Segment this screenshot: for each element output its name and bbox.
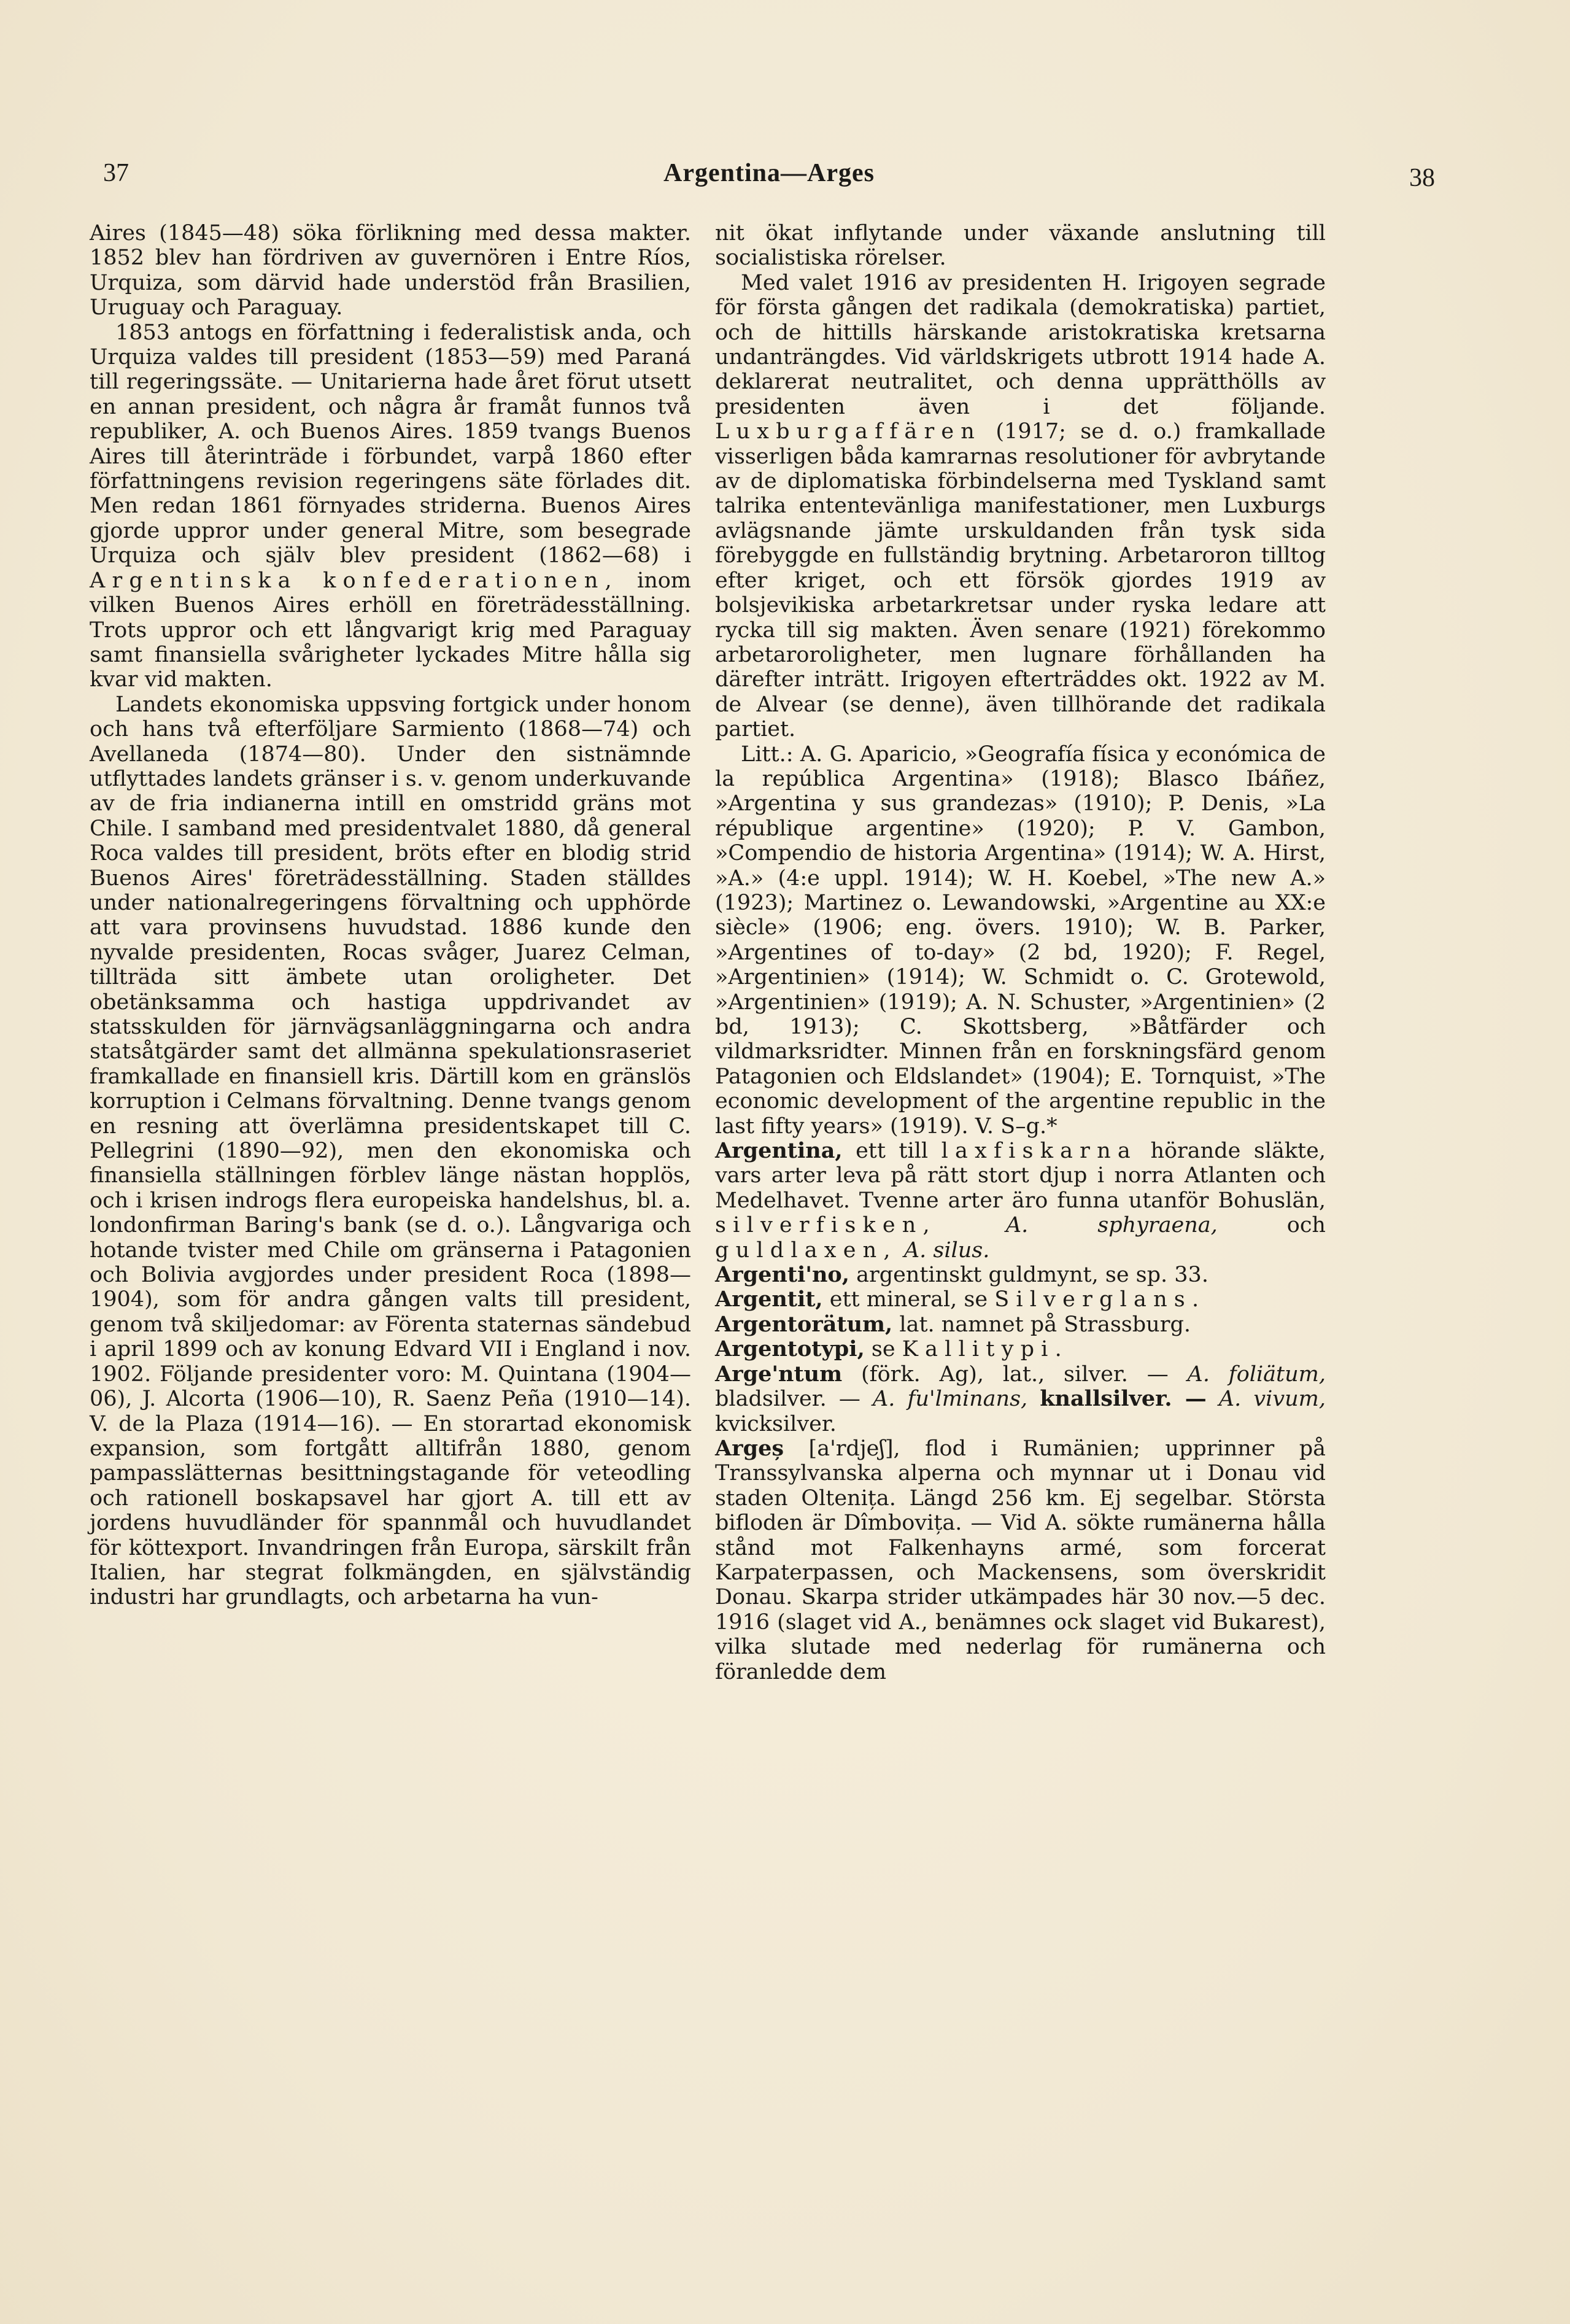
paragraph: Aires (1845—48) söka förlikning med dessa makter. 1852 blev han fördriven av guvernören i Entre Ríos, Urquiza, som därvid hade understöd från Brasilien, Uruguay och Paraguay. bbox=[90, 221, 691, 320]
paragraph-text: inom vilken Buenos Aires erhöll en företrädesställning. Trots uppror och ett långvarigt krig med Paraguay samt finansiella svårigheter lyckades Mitre hålla sig kvar vid makten. bbox=[90, 568, 691, 692]
entry-text: och bbox=[1286, 1213, 1326, 1238]
right-column bbox=[715, 221, 1326, 1684]
dictionary-entry bbox=[715, 1337, 1326, 1361]
page-header bbox=[103, 158, 1435, 195]
italic-term: A. silus. bbox=[903, 1238, 990, 1263]
spaced-term: Argentinska konfederationen, bbox=[90, 568, 619, 593]
italic-term: A. fu'lminans, bbox=[872, 1387, 1028, 1412]
spaced-term: Silverglans. bbox=[994, 1287, 1206, 1312]
paragraph-text: Med valet 1916 av presidenten H. Irigoyen segrade för första gången det radikala (demokratiska) partiet, och de hittills härskande aristokratiska kretsarna undanträngdes. Vid världskrigets utbrott 1914 hade A. deklarerat neutralitet, och denna upprätthölls av presidenten även i det följande. bbox=[715, 270, 1326, 419]
spaced-term: guldlaxen, bbox=[715, 1238, 897, 1263]
entry-headword: Argeș bbox=[715, 1435, 784, 1461]
entry-text: bladsilver. — bbox=[715, 1387, 860, 1412]
entry-text: knallsilver. — bbox=[1040, 1386, 1207, 1412]
entry-text: ett mineral, se bbox=[829, 1287, 988, 1312]
spaced-term: Kallitypi. bbox=[902, 1337, 1069, 1362]
dictionary-entry bbox=[715, 1139, 1326, 1263]
italic-term: A. foliätum, bbox=[1187, 1361, 1326, 1387]
paragraph bbox=[715, 271, 1326, 742]
dictionary-entry bbox=[715, 1362, 1326, 1436]
dictionary-entry bbox=[715, 1312, 1326, 1337]
dictionary-entry bbox=[715, 1263, 1326, 1287]
entry-headword: Argentorätum, bbox=[715, 1311, 893, 1337]
spaced-term: silverfisken, bbox=[715, 1213, 937, 1238]
entry-text: [a'rdjeʃ], flod i Rumänien; upprinner på Transsylvanska alperna och mynnar ut i Donau vid staden Oltenița. Längd 256 km. Ej segelbar. Största bifloden är Dîmbovița. — Vid A. sökte rumänerna hålla stånd mot Falkenhayns armé, som forcerat Karpaterpassen, och Mackensens, som överskridit Donau. Skarpa strider utkämpades här 30 nov.—5 dec. 1916 (slaget vid A., benämnes ock slaget vid Bukarest), vilka slutade med nederlag för rumänerna och föranledde dem bbox=[715, 1436, 1326, 1684]
entry-text: kvicksilver. bbox=[715, 1411, 837, 1436]
dictionary-entry bbox=[715, 1436, 1326, 1684]
entry-headword: Argentotypi, bbox=[715, 1336, 865, 1362]
entry-headword: Argenti'no, bbox=[715, 1262, 849, 1288]
paragraph-text: 1853 antogs en författning i federalistisk anda, och Urquiza valdes till president (1853—59) med Paraná till regeringssäte. — Unitarierna hade året förut utsett en annan president, och några år framåt funnos två republiker, A. och Buenos Aires. 1859 tvangs Buenos Aires till återinträde i förbundet, varpå 1860 efter författningens revision regeringens säte förlades dit. Men redan 1861 förnyades striderna. Buenos Aires gjorde uppror under general Mitre, som besegrade Urquiza och själv blev president (1862—68) i bbox=[90, 320, 691, 568]
entry-text: (förk. Ag), lat., silver. — bbox=[860, 1361, 1169, 1387]
author-signature: V. S–g.* bbox=[975, 1114, 1058, 1139]
paragraph-text: (1917; se d. o.) framkallade visserligen båda kamrarnas resolutioner för avbrytande av de diplomatiska förbindelserna med Tyskland samt talrika ententevänliga manifestationer, men Luxburgs avlägsnande jämte urskuldanden från tysk sida förebyggde en fullständig brytning. Arbetaroron tilltog efter kriget, och ett försök gjordes 1919 av bolsjevikiska arbetarkretsar under ryska ledare att rycka till sig makten. Även senare (1921) förekommo arbetaroroligheter, men lugnare förhållanden ha därefter inträtt. Irigoyen efterträddes okt. 1922 av M. de Alvear (se denne), även tillhörande det radikala partiet. bbox=[715, 419, 1326, 742]
running-title: Argentina—Arges bbox=[663, 159, 875, 187]
entry-text: hörande släkte, vars arter leva på rätt stort djup i norra Atlanten och Medelhavet. Tvenne arter äro funna utanför Bohuslän, bbox=[715, 1139, 1326, 1213]
entry-text: lat. namnet på Strassburg. bbox=[899, 1312, 1191, 1337]
entry-text: ett till bbox=[856, 1139, 929, 1164]
entry-headword: Argentina, bbox=[715, 1138, 843, 1164]
italic-term: A. sphyraena, bbox=[1005, 1213, 1218, 1238]
entry-text: argentinskt guldmynt, se sp. 33. bbox=[856, 1263, 1208, 1288]
entry-headword: Arge'ntum bbox=[715, 1361, 843, 1387]
spaced-term: laxfiskarna bbox=[941, 1139, 1137, 1164]
entry-headword: Argentit, bbox=[715, 1287, 823, 1312]
entry-text: se bbox=[871, 1337, 895, 1362]
paragraph bbox=[90, 320, 691, 692]
bibliography bbox=[715, 742, 1326, 1139]
page-number-right: 38 bbox=[1409, 164, 1435, 192]
paragraph: Landets ekonomiska uppsving fortgick under honom och hans två efterföljare Sarmiento (1868—74) och Avellaneda (1874—80). Under den sistnämnde utflyttades landets gränser i s. v. genom underkuvande av de fria indianerna intill en omstridd gräns mot Chile. I samband med presidentvalet 1880, då general Roca valdes till president, bröts efter en blodig strid Buenos Aires' företrädesställning. Staden ställdes under nationalregeringens förvaltning och upphörde att vara provinsens huvudstad. 1886 kunde den nyvalde presidenten, Rocas svåger, Juarez Celman, tillträda sitt ämbete utan oroligheter. Det obetänksamma och hastiga uppdrivandet av statsskulden för järnvägsanläggningarna och andra statsåtgärder samt det allmänna spekulationsraseriet framkallade en finansiell kris. Därtill kom en gränslös korruption i Celmans förvaltning. Denne tvangs genom en resning att överlämna presidentskapet till C. Pellegrini (1890—92), men den ekonomiska och finansiella ställningen förblev länge nästan hopplös, och i krisen indrogs flera europeiska handelshus, bl. a. londonfirman Baring's bank (se d. o.). Långvariga och hotande tvister med Chile om gränserna i Patagonien och Bolivia avgjordes under president Roca (1898—1904), som för andra gången valts till president, genom två skiljedomar: av Förenta staternas sändebud i april 1899 och av konung Edvard VII i England i nov. 1902. Följande presidenter voro: M. Quintana (1904—06), J. Alcorta (1906—10), R. Saenz Peña (1910—14). V. de la Plaza (1914—16). — En storartad ekonomisk expansion, som fortgått alltifrån 1880, genom pampasslätternas besittningstagande för veteodling och rationell boskapsavel har gjort A. till ett av jordens huvudländer för spannmål och huvudlandet för köttexport. Invandringen från Europa, särskilt från Italien, har stegrat folkmängden, en självständig industri har grundlagts, och arbetarna ha vun- bbox=[90, 692, 691, 1610]
paragraph: nit ökat inflytande under växande anslutning till socialistiska rörelser. bbox=[715, 221, 1326, 271]
spaced-term: Luxburgaffären bbox=[715, 419, 982, 444]
bibliography-text: Litt.: A. G. Aparicio, »Geografía física y económica de la república Argentina» (1918); Blasco Ibáñez, »Argentina y sus grandezas» (1910); P. Denis, »La république argentine» (1920); P. V. Gambon, »Compendio de historia Argentina» (1914); W. A. Hirst, »A.» (4:e uppl. 1914); W. H. Koebel, »The new A.» (1923); Martinez o. Lewandowski, »Argentine au XX:e siècle» (1906; eng. övers. 1910); W. B. Parker, »Argentines of to-day» (2 bd, 1920); F. Regel, »Argentinien» (1914); W. Schmidt o. C. Grotewold, »Argentinien» (1919); A. N. Schuster, »Argentinien» (2 bd, 1913); C. Skottsberg, »Båtfärder och vildmarksridter. Minnen från en forskningsfärd genom Patagonien och Eldslandet» (1904); E. Tornquist, »The economic development of the argentine republic in the last fifty years» (1919). bbox=[715, 742, 1326, 1139]
italic-term: A. vivum, bbox=[1218, 1387, 1326, 1412]
left-column bbox=[90, 221, 691, 1610]
dictionary-entry bbox=[715, 1287, 1326, 1312]
page-number-left: 37 bbox=[103, 159, 129, 187]
